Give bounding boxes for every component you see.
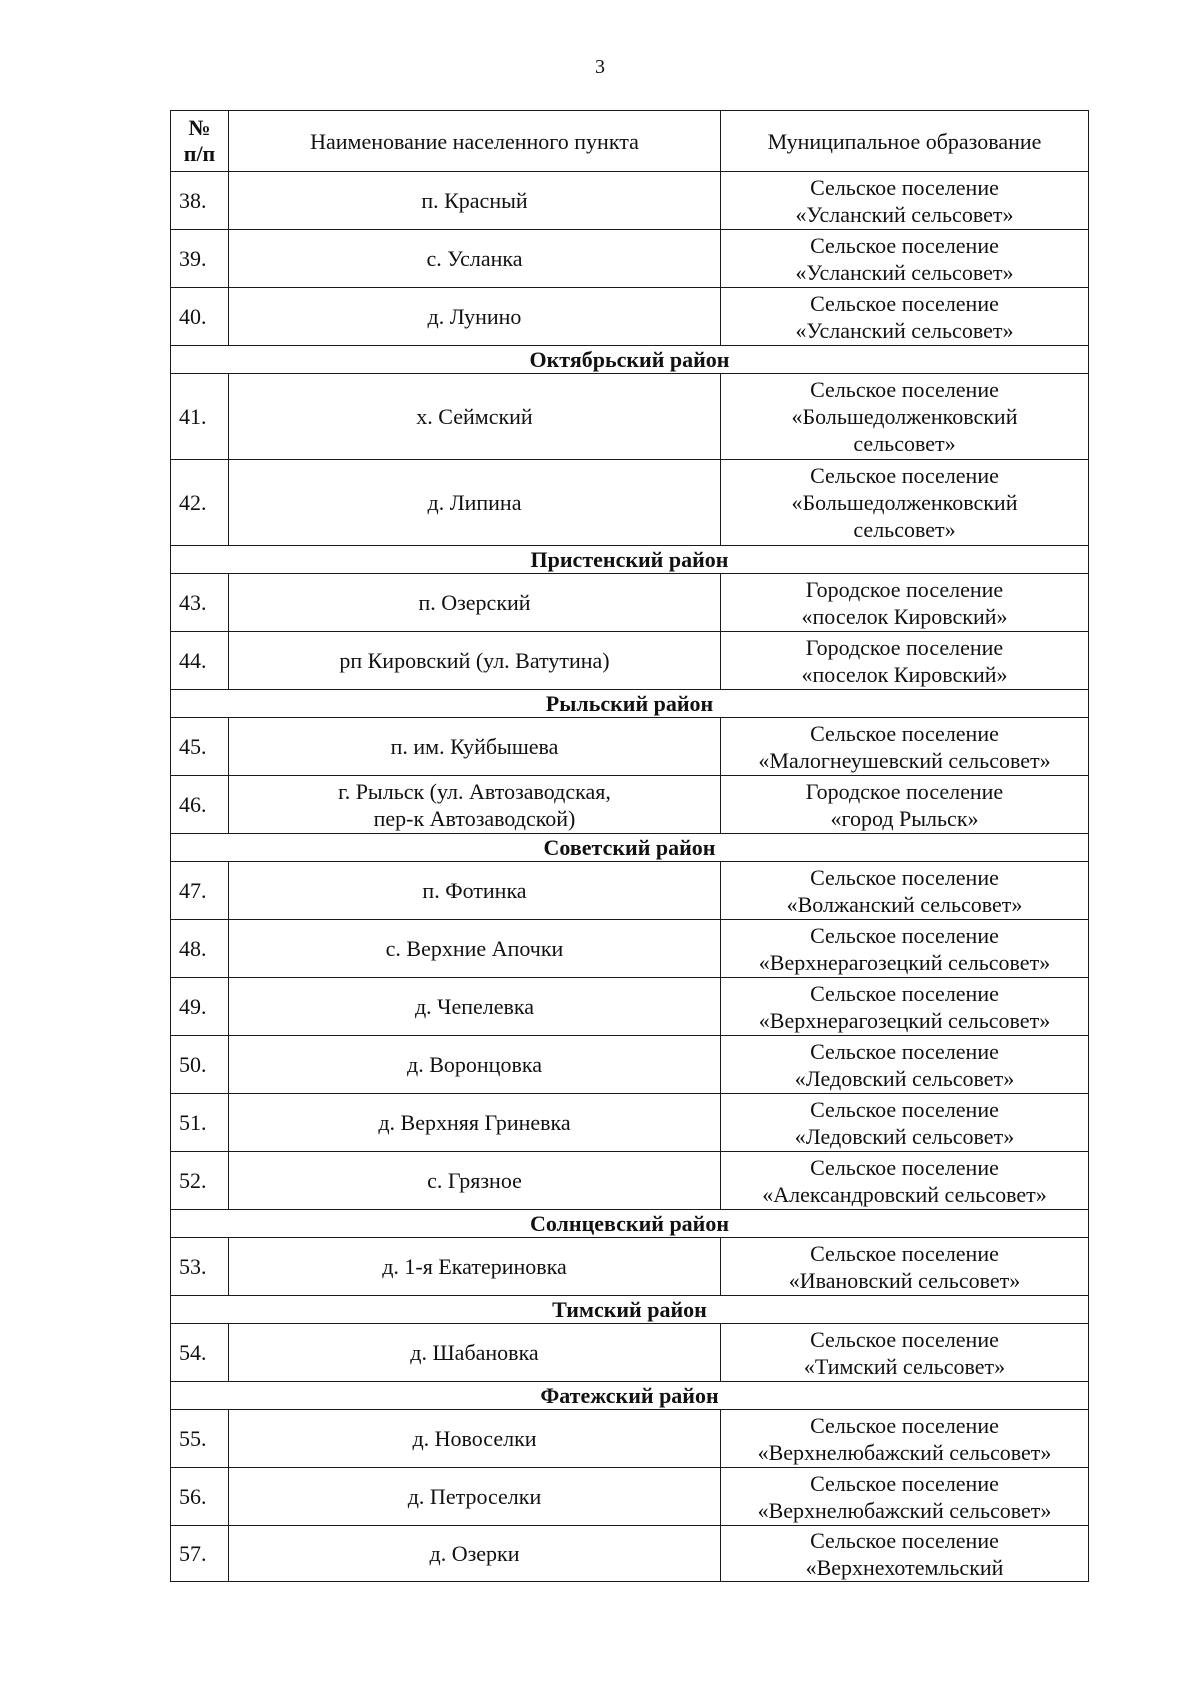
header-settlement-name: Наименование населенного пункта — [229, 111, 721, 172]
municipality-line: «Волжанский сельсовет» — [786, 891, 1023, 917]
row-number: 51. — [171, 1094, 229, 1152]
header-municipality: Муниципальное образование — [721, 111, 1089, 172]
settlement-name — [229, 374, 721, 460]
municipality-line: «город Рыльск» — [830, 805, 979, 831]
municipality-line: Сельское поселение — [810, 922, 999, 948]
municipality — [721, 776, 1089, 834]
row-number: 44. — [171, 632, 229, 690]
municipality-line: «поселок Кировский» — [801, 603, 1008, 629]
table-row — [171, 1410, 1089, 1468]
settlement-name-line: д. Озерки — [429, 1541, 520, 1566]
municipality-line: Сельское поселение — [810, 1240, 999, 1266]
municipality — [721, 920, 1089, 978]
settlement-name-line: х. Сеймский — [416, 404, 533, 429]
settlement-name-line: с. Верхние Апочки — [385, 936, 564, 961]
table-row — [171, 1152, 1089, 1210]
district-title: Фатежский район — [171, 1382, 1089, 1410]
municipality-line: сельсовет» — [853, 517, 956, 542]
municipality-line: «Усланский сельсовет» — [795, 201, 1014, 227]
municipality — [721, 978, 1089, 1036]
municipality-line: Городское поселение — [805, 634, 1004, 660]
settlement-name-line: д. Воронцовка — [407, 1052, 542, 1077]
settlement-name — [229, 288, 721, 346]
municipality-line: Сельское поселение — [810, 1326, 999, 1352]
district-header-row — [171, 834, 1089, 862]
municipality — [721, 1526, 1089, 1582]
settlement-name-line: п. им. Куйбышева — [390, 734, 559, 759]
settlement-name — [229, 1152, 721, 1210]
table-row — [171, 1238, 1089, 1296]
table-row — [171, 374, 1089, 460]
row-number: 38. — [171, 172, 229, 230]
settlement-name-line: д. Липина — [427, 490, 522, 515]
row-number: 55. — [171, 1410, 229, 1468]
municipality-line: «Ледовский сельсовет» — [794, 1065, 1015, 1091]
table-row — [171, 776, 1089, 834]
district-header-row — [171, 546, 1089, 574]
table-row — [171, 1094, 1089, 1152]
table-row — [171, 1324, 1089, 1382]
municipality-line: «Усланский сельсовет» — [795, 259, 1014, 285]
municipality-line: сельсовет» — [853, 431, 956, 456]
table-row — [171, 920, 1089, 978]
settlement-name — [229, 776, 721, 834]
municipality-line: Городское поселение — [805, 576, 1004, 602]
settlement-name — [229, 574, 721, 632]
row-number: 40. — [171, 288, 229, 346]
municipality-line: Сельское поселение — [810, 1527, 999, 1553]
municipality-line: «Александровский сельсовет» — [762, 1181, 1047, 1207]
settlement-name — [229, 1238, 721, 1296]
municipality-line: «Верхнелюбажский сельсовет» — [757, 1497, 1052, 1523]
table-row — [171, 632, 1089, 690]
settlement-name-line: рп Кировский (ул. Ватутина) — [339, 648, 610, 673]
row-number: 56. — [171, 1468, 229, 1526]
table-row — [171, 718, 1089, 776]
district-header-row — [171, 346, 1089, 374]
row-number: 54. — [171, 1324, 229, 1382]
municipality-line: «Ледовский сельсовет» — [794, 1123, 1015, 1149]
municipality-line: «Ивановский сельсовет» — [788, 1267, 1021, 1293]
row-number: 50. — [171, 1036, 229, 1094]
municipality-line: «Тимский сельсовет» — [803, 1353, 1006, 1379]
district-header-row — [171, 690, 1089, 718]
row-number: 47. — [171, 862, 229, 920]
row-number: 57. — [171, 1526, 229, 1582]
settlement-name-line: с. Усланка — [426, 246, 523, 271]
district-title: Тимский район — [171, 1296, 1089, 1324]
header-number — [171, 111, 229, 172]
settlement-name — [229, 862, 721, 920]
settlement-name-line: д. Новоселки — [412, 1426, 537, 1451]
municipality — [721, 1238, 1089, 1296]
municipality-line: «Большедолженковский — [791, 404, 1018, 429]
municipality-line: «Верхнерагозецкий сельсовет» — [758, 949, 1051, 975]
municipality — [721, 1152, 1089, 1210]
municipality — [721, 288, 1089, 346]
municipality-line: Сельское поселение — [810, 290, 999, 316]
district-title: Советский район — [171, 834, 1089, 862]
municipality-line: «Большедолженковский — [791, 490, 1018, 515]
municipality-line: Сельское поселение — [810, 1470, 999, 1496]
municipality-line: Сельское поселение — [810, 377, 999, 402]
row-number: 52. — [171, 1152, 229, 1210]
settlement-name — [229, 632, 721, 690]
district-title: Рыльский район — [171, 690, 1089, 718]
district-title: Солнцевский район — [171, 1210, 1089, 1238]
row-number: 45. — [171, 718, 229, 776]
settlement-name-line: п. Фотинка — [422, 878, 527, 903]
settlement-name — [229, 1094, 721, 1152]
settlement-name-line: д. Чепелевка — [414, 994, 535, 1019]
row-number: 46. — [171, 776, 229, 834]
row-number: 41. — [171, 374, 229, 460]
settlement-name — [229, 978, 721, 1036]
district-header-row — [171, 1296, 1089, 1324]
municipality — [721, 1324, 1089, 1382]
row-number: 39. — [171, 230, 229, 288]
municipality-line: Сельское поселение — [810, 720, 999, 746]
municipality — [721, 1468, 1089, 1526]
settlement-name-line: г. Рыльск (ул. Автозаводская, — [338, 778, 611, 804]
municipality-line: Городское поселение — [805, 778, 1004, 804]
settlement-name — [229, 1036, 721, 1094]
settlement-name-line: д. Лунино — [427, 304, 522, 329]
table-row — [171, 460, 1089, 546]
municipality — [721, 574, 1089, 632]
municipality-line: Сельское поселение — [810, 1038, 999, 1064]
table-header — [171, 111, 1089, 172]
district-header-row — [171, 1210, 1089, 1238]
district-header-row — [171, 1382, 1089, 1410]
table-row — [171, 1526, 1089, 1582]
municipality-line: Сельское поселение — [810, 864, 999, 890]
page-number: 3 — [595, 56, 605, 78]
table-row — [171, 978, 1089, 1036]
settlement-name-line: д. Верхняя Гриневка — [378, 1110, 571, 1135]
municipality-line: «Верхнехотемльский — [805, 1554, 1004, 1580]
row-number: 48. — [171, 920, 229, 978]
settlement-name-line: д. Шабановка — [410, 1340, 539, 1365]
municipality — [721, 718, 1089, 776]
table-row — [171, 288, 1089, 346]
row-number: 53. — [171, 1238, 229, 1296]
settlements-table — [170, 110, 1089, 1582]
settlement-name — [229, 1468, 721, 1526]
municipality — [721, 1094, 1089, 1152]
municipality — [721, 1410, 1089, 1468]
settlement-name — [229, 172, 721, 230]
municipality-line: Сельское поселение — [810, 174, 999, 200]
row-number: 49. — [171, 978, 229, 1036]
municipality — [721, 460, 1089, 546]
municipality-line: «Верхнелюбажский сельсовет» — [757, 1439, 1052, 1465]
table-row — [171, 172, 1089, 230]
settlement-name — [229, 718, 721, 776]
settlement-name — [229, 230, 721, 288]
municipality — [721, 172, 1089, 230]
municipality — [721, 374, 1089, 460]
municipality — [721, 1036, 1089, 1094]
settlement-name — [229, 1410, 721, 1468]
table-row — [171, 230, 1089, 288]
municipality-line: Сельское поселение — [810, 463, 999, 488]
district-title: Октябрьский район — [171, 346, 1089, 374]
table-row — [171, 862, 1089, 920]
municipality-line: Сельское поселение — [810, 1154, 999, 1180]
municipality-line: Сельское поселение — [810, 232, 999, 258]
municipality-line: Сельское поселение — [810, 1096, 999, 1122]
settlement-name-line: п. Красный — [421, 188, 528, 213]
municipality — [721, 230, 1089, 288]
municipality — [721, 632, 1089, 690]
municipality — [721, 862, 1089, 920]
table-row — [171, 1036, 1089, 1094]
municipality-line: «поселок Кировский» — [801, 661, 1008, 687]
settlement-name-line: п. Озерский — [418, 590, 531, 615]
municipality-line: Сельское поселение — [810, 980, 999, 1006]
row-number: 42. — [171, 460, 229, 546]
settlement-name-line: пер-к Автозаводской) — [373, 805, 576, 831]
settlement-name-line: д. Петроселки — [407, 1484, 542, 1509]
district-title: Пристенский район — [171, 546, 1089, 574]
table-row — [171, 1468, 1089, 1526]
settlement-name — [229, 460, 721, 546]
settlement-name — [229, 1324, 721, 1382]
table-body — [171, 172, 1089, 1582]
municipality-line: «Усланский сельсовет» — [795, 317, 1014, 343]
settlement-name — [229, 920, 721, 978]
header-number-symbol: № — [188, 115, 211, 140]
row-number: 43. — [171, 574, 229, 632]
settlement-name-line: д. 1-я Екатериновка — [382, 1254, 567, 1279]
header-number-abbr: п/п — [183, 141, 216, 166]
municipality-line: Сельское поселение — [810, 1412, 999, 1438]
municipality-line: «Малогнеушевский сельсовет» — [758, 747, 1051, 773]
settlement-name — [229, 1526, 721, 1582]
table-row — [171, 574, 1089, 632]
settlement-name-line: с. Грязное — [427, 1168, 522, 1193]
municipality-line: «Верхнерагозецкий сельсовет» — [758, 1007, 1051, 1033]
